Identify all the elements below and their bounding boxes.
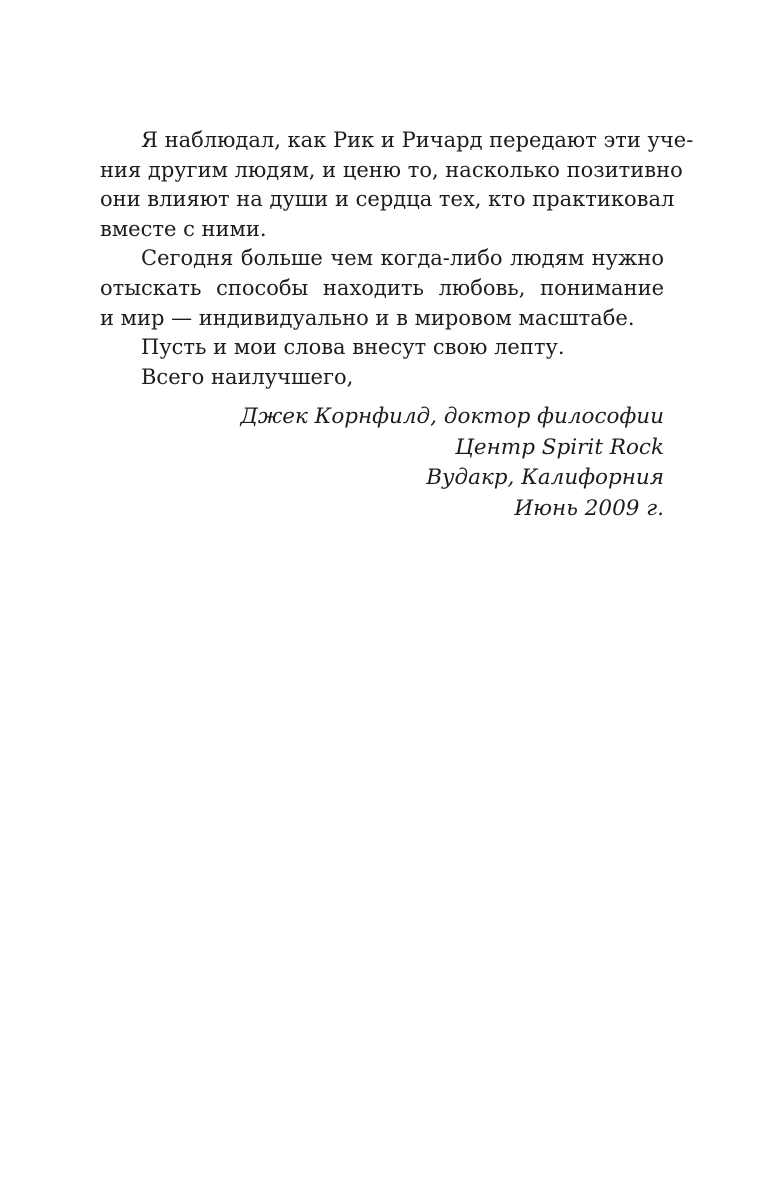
paragraph-1-line-1: Я наблюдал, как Рик и Ричард передают эти уче- <box>141 128 694 152</box>
paragraph-2-line-1: Сегодня больше чем когда-либо людям нужно <box>141 246 664 271</box>
paragraph-1-line-2: ния другим людям, и ценю то, насколько позитивно <box>100 157 683 182</box>
body-text <box>100 126 694 392</box>
author-location: Вудакр, Калифорния <box>426 465 664 490</box>
signature-date: Июнь 2009 г. <box>514 495 664 521</box>
paragraph-1-line-3: они влияют на души и сердца тех, кто практиковал <box>100 187 675 212</box>
author-name: Джек Корнфилд, доктор философии <box>240 404 664 429</box>
paragraph-2-line-2: отыскать способы находить любовь, понимание <box>100 275 664 300</box>
paragraph-2-line-3: и мир — индивидуально и в мировом масштабе. <box>100 305 635 330</box>
paragraph-1-line-4: вместе с ними. <box>100 216 267 241</box>
author-organization: Центр Spirit Rock <box>455 434 664 460</box>
closing-salutation: Всего наилучшего, <box>141 364 354 389</box>
paragraph-3-line-1: Пусть и мои слова внесут свою лепту. <box>141 335 565 360</box>
signature-block <box>100 402 664 524</box>
